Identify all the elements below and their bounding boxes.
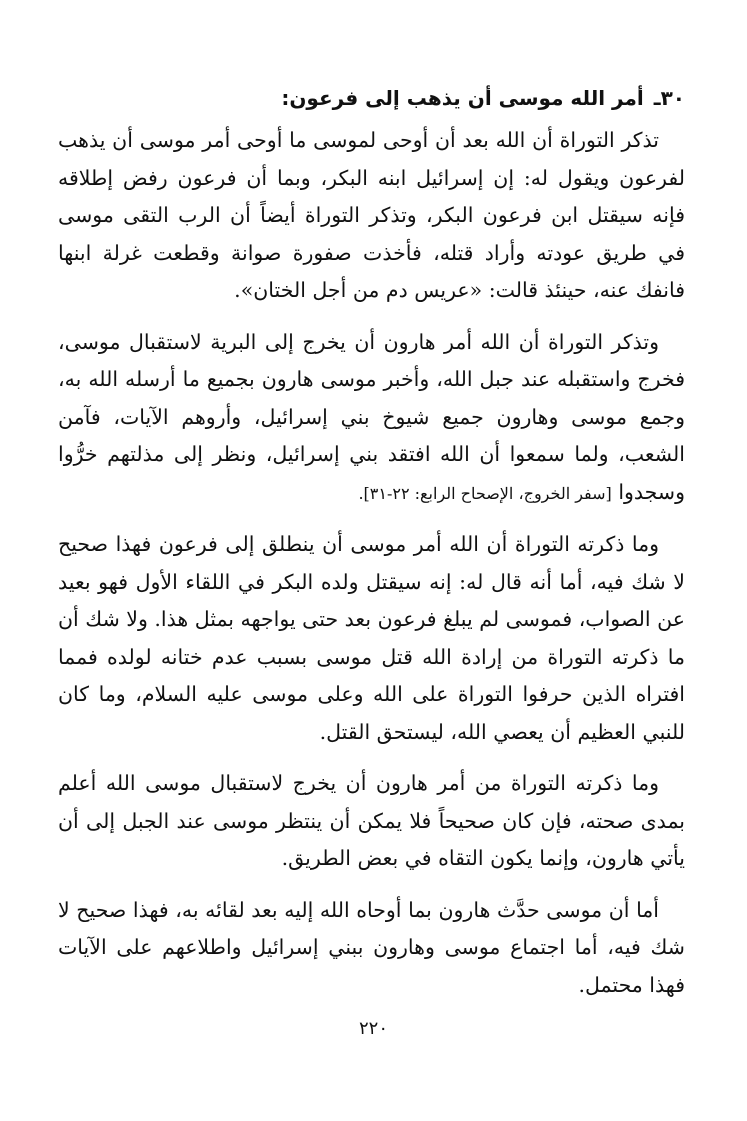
section-title: أمر الله موسى أن يذهب إلى فرعون: (281, 86, 644, 110)
paragraph-4: وما ذكرته التوراة من أمر هارون أن يخرج لاستقبال موسى الله أعلم بمدى صحته، فإن كان صحيحاً فلا يمكن أن ينتظر موسى عند الجبل إلى أن يأتي هارون، وإنما يكون التقاه في بعض الطريق. (58, 771, 685, 870)
paragraph-1: تذكر التوراة أن الله بعد أن أوحى لموسى ما أوحى أمر موسى أن يذهب لفرعون ويقول له: إن إسرائيل ابنه البكر، وبما أن فرعون رفض إطلاقه فإنه سيقتل ابن فرعون البكر، وتذكر التوراة أيضاً أن الرب التقى موسى في طريق عودته وأراد قتله، فأخذت صفورة صوانة وقطعت غرلة ابنها فانفك عنه، حينئذ قالت: «عريس دم من أجل الختان». (58, 128, 685, 302)
paragraph-2-text: وتذكر التوراة أن الله أمر هارون أن يخرج إلى البرية لاستقبال موسى، فخرج واستقبله عند جبل الله، وأخبر موسى هارون بجميع ما أرسله الله به، وجمع موسى وهارون جميع شيوخ بني إسرائيل، وأروهم الآيات، فآمن الشعب، ولما سمعوا أن الله افتقد بني إسرائيل، ونظر إلى مذلتهم خرُّوا وسجدوا (58, 329, 685, 504)
paragraph-3: وما ذكرته التوراة أن الله أمر موسى أن ينطلق إلى فرعون فهذا صحيح لا شك فيه، أما أنه قال له: إنه سيقتل ولده البكر في اللقاء الأول فهو بعيد عن الصواب، فموسى لم يبلغ فرعون بعد حتى يواجهه بمثل هذا. ولا شك أن ما ذكرته التوراة من إرادة الله قتل موسى بسبب عدم ختانه لولده فمما افتراه الذين حرفوا التوراة على الله وعلى موسى عليه السلام، وما كان للنبي العظيم أن يعصي الله، ليستحق القتل. (58, 532, 685, 744)
paragraph-2 (58, 324, 685, 513)
scripture-reference: [سفر الخروج، الإصحاح الرابع: ٢٢-٣١]. (358, 483, 612, 503)
section-number: ٣٠ـ (653, 86, 685, 110)
paragraph-5: أما أن موسى حدَّث هارون بما أوحاه الله إليه بعد لقائه به، فهذا صحيح لا شك فيه، أما اجتماع موسى وهارون ببني إسرائيل واطلاعهم على الآيات فهذا محتمل. (58, 897, 685, 997)
section-heading (58, 82, 685, 114)
page-number: ٢٢٠ (358, 1018, 388, 1039)
